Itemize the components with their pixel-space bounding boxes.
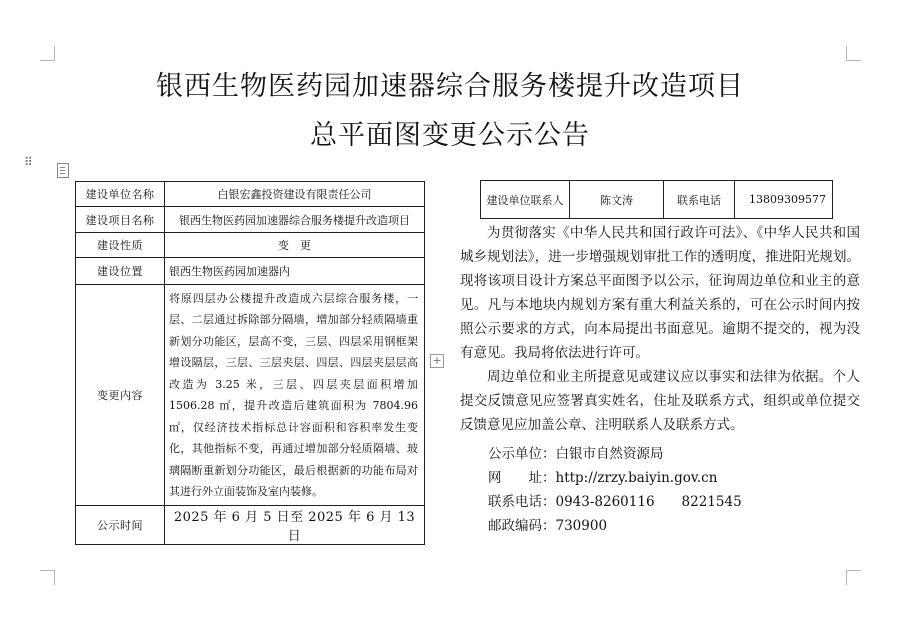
table-row <box>76 506 425 545</box>
row-label-change-content: 变更内容 <box>76 285 165 506</box>
row-value-location: 银西生物医药园加速器内 <box>165 258 425 285</box>
publishing-unit: 公示单位：白银市自然资源局 <box>488 446 664 462</box>
postal-code-line: 邮政编码：730900 <box>488 518 608 534</box>
table-row <box>76 258 425 285</box>
contact-label: 建设单位联系人 <box>481 181 570 219</box>
website-line: 网 址：http://zrzy.baiyin.gov.cn <box>488 470 718 486</box>
notice-body <box>460 221 860 437</box>
row-label-unit-name: 建设单位名称 <box>76 182 165 207</box>
crop-mark-bottom-right <box>846 570 861 585</box>
row-label-project-name: 建设项目名称 <box>76 207 165 233</box>
table-row <box>481 181 833 219</box>
table-row <box>76 285 425 506</box>
contact-name: 陈文涛 <box>570 181 664 219</box>
add-column-icon[interactable]: + <box>430 354 444 368</box>
row-value-project-name: 银西生物医药园加速器综合服务楼提升改造项目 <box>165 207 425 233</box>
notice-paragraph-2: 周边单位和业主所提意见或建议应以事实和法律为依据。个人提交反馈意见应签署真实姓名，住址及联系方式，组织或单位提交反馈意见应加盖公章、注明联系人及联系方式。 <box>460 369 860 433</box>
notice-paragraph-1: 为贯彻落实《中华人民共和国行政许可法》、《中华人民共和国城乡规划法》，进一步增强规划审批工作的透明度，推进阳光规划。现将该项目设计方案总平面图予以公示，征询周边单位和业主的意见。凡与本地块内规划方案有重大利益关系的，可在公示时间内按照公示要求的方式，向本局提出书面意见。逾期不提交的，视为没有意见。我局将依法进行许可。 <box>460 225 860 361</box>
table-row <box>76 207 425 233</box>
crop-mark-top-left <box>40 46 55 61</box>
row-label-publicity-time: 公示时间 <box>76 506 165 545</box>
contact-table <box>480 180 833 219</box>
table-row <box>76 182 425 207</box>
row-value-unit-name: 白银宏鑫投资建设有限责任公司 <box>165 182 425 207</box>
contact-phone: 13809309577 <box>735 181 833 219</box>
row-label-location: 建设位置 <box>76 258 165 285</box>
crop-mark-top-right <box>846 46 861 61</box>
phone-line: 联系电话：0943-8260116 8221545 <box>488 494 742 510</box>
row-value-publicity-time: 2025 年 6 月 5 日至 2025 年 6 月 13 日 <box>165 506 425 545</box>
document-title-line1: 银西生物医药园加速器综合服务楼提升改造项目 <box>156 71 744 102</box>
document-title-line2: 总平面图变更公示公告 <box>310 120 590 151</box>
table-select-icon[interactable] <box>57 163 69 178</box>
table-row <box>76 233 425 258</box>
phone-label: 联系电话 <box>664 181 735 219</box>
crop-mark-bottom-left <box>40 570 55 585</box>
row-value-nature: 变 更 <box>165 233 425 258</box>
project-info-table <box>75 181 425 545</box>
row-label-nature: 建设性质 <box>76 233 165 258</box>
drag-handle-icon[interactable]: ⠿ <box>24 155 33 169</box>
row-value-change-content: 将原四层办公楼提升改造成六层综合服务楼，一层、二层通过拆除部分隔墙，增加部分轻质隔墙重新划分功能区，层高不变，三层、四层采用钢框架增设隔层，三层、三层夹层、四层、四层夹层层高改造为 3.25 米，三层、四层夹层面积增加 1506.28 ㎡，提升改造后建筑面积为 7804.96 ㎡，仅经济技术指标总计容面积和容积率发生变化，其他指标不变，再通过增加部分轻质隔墙、玻璃隔断重新划分功能区，最后根据新的功能布局对其进行外立面装饰及室内装修。 <box>165 285 425 506</box>
